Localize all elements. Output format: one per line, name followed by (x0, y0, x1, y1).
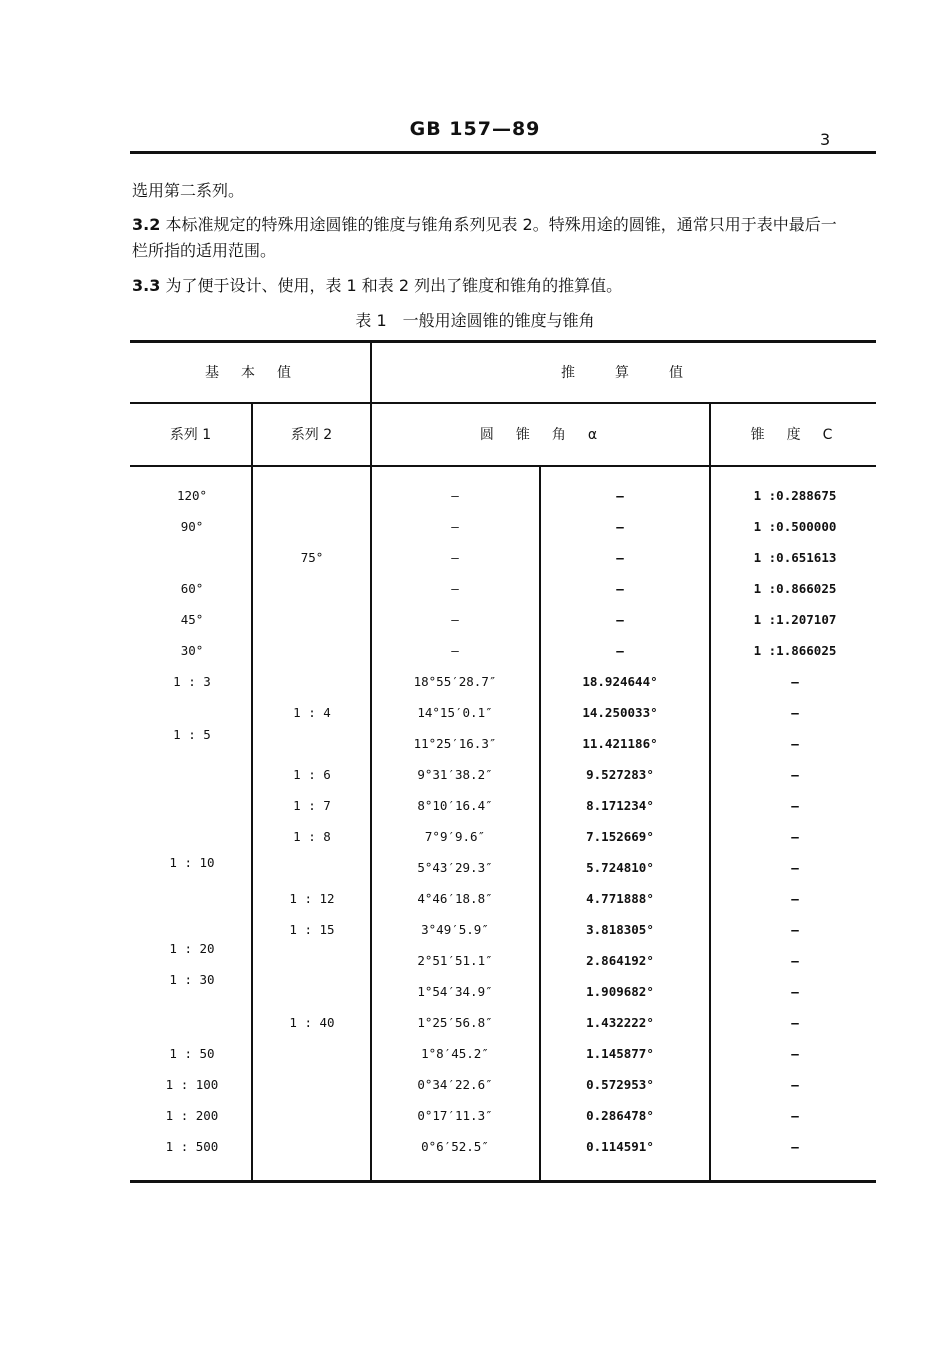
cell-taper: — (791, 736, 799, 751)
cell-series-1: 1 : 10 (169, 855, 215, 870)
cell-angle-dms: 1°54′34.9″ (417, 984, 493, 999)
cell-angle-deg: — (616, 488, 624, 503)
cell-angle-dms: 5°43′29.3″ (417, 860, 493, 875)
cell-angle-deg: 9.527283° (586, 767, 654, 782)
paragraph-intro: 选用第二系列。 (132, 181, 245, 200)
cell-angle-deg: 0.286478° (586, 1108, 654, 1123)
cell-angle-deg: — (616, 519, 624, 534)
cell-angle-dms: 9°31′38.2″ (417, 767, 493, 782)
cell-angle-deg: — (616, 550, 624, 565)
section-number: 3.3 (132, 276, 161, 295)
table-header-rule-1 (130, 402, 876, 404)
cell-taper: — (791, 1046, 799, 1061)
cell-angle-deg: 4.771888° (586, 891, 654, 906)
cell-taper: — (791, 860, 799, 875)
cell-series-1: 1 : 100 (165, 1077, 219, 1092)
cell-angle-dms: 0°6′52.5″ (421, 1139, 489, 1154)
cell-angle-deg: 1.432222° (586, 1015, 654, 1030)
cell-series-2: 1 : 15 (289, 922, 335, 937)
cell-angle-dms: 0°17′11.3″ (417, 1108, 493, 1123)
cell-angle-dms: 4°46′18.8″ (417, 891, 493, 906)
cell-taper: — (791, 891, 799, 906)
page-number: 3 (820, 130, 831, 149)
cell-series-1: 90° (180, 519, 204, 534)
header-taper: 锥 度 C (750, 427, 837, 443)
cell-angle-dms: 14°15′0.1″ (417, 705, 493, 720)
table-divider (539, 465, 541, 1180)
paragraph-text: 本标准规定的特殊用途圆锥的锥度与锥角系列见表 2。特殊用途的圆锥，通常只用于表中最后一 (165, 215, 837, 234)
cell-series-2: 1 : 12 (289, 891, 335, 906)
cell-angle-deg: 18.924644° (582, 674, 658, 689)
cell-series-2: 1 : 7 (293, 798, 331, 813)
cell-angle-dms: — (451, 519, 459, 534)
cell-series-1: 45° (180, 612, 204, 627)
paragraph-text: 为了便于设计、使用，表 1 和表 2 列出了锥度和锥角的推算值。 (165, 276, 623, 295)
cell-angle-dms: — (451, 581, 459, 596)
cell-angle-deg: 8.171234° (586, 798, 654, 813)
header-basic-values: 基 本 值 (205, 365, 295, 381)
cell-angle-dms: — (451, 643, 459, 658)
cell-series-1: 1 : 5 (173, 727, 211, 742)
cell-angle-dms: 11°25′16.3″ (413, 736, 497, 751)
header-cone-angle: 圆 锥 角 α (479, 427, 602, 443)
cell-series-1: 120° (176, 488, 208, 503)
cell-series-1: 1 : 30 (169, 972, 215, 987)
cell-taper: 1 :0.866025 (753, 581, 837, 596)
cell-taper: 1 :0.500000 (753, 519, 837, 534)
cell-angle-dms: 2°51′51.1″ (417, 953, 493, 968)
cell-taper: — (791, 674, 799, 689)
cell-angle-deg: 1.909682° (586, 984, 654, 999)
cell-taper: 1 :0.288675 (753, 488, 837, 503)
table-top-rule (130, 340, 876, 343)
cell-angle-dms: 8°10′16.4″ (417, 798, 493, 813)
cell-angle-deg: — (616, 612, 624, 627)
cell-taper: — (791, 922, 799, 937)
cell-taper: — (791, 1139, 799, 1154)
cell-taper: 1 :1.207107 (753, 612, 837, 627)
cell-taper: 1 :0.651613 (753, 550, 837, 565)
cell-angle-deg: 7.152669° (586, 829, 654, 844)
cell-angle-deg: 0.114591° (586, 1139, 654, 1154)
cell-series-2: 1 : 6 (293, 767, 331, 782)
cell-angle-dms: 7°9′9.6″ (424, 829, 486, 844)
cell-angle-deg: 0.572953° (586, 1077, 654, 1092)
cell-series-2: 1 : 40 (289, 1015, 335, 1030)
cell-series-1: 1 : 50 (169, 1046, 215, 1061)
cell-angle-dms: 18°55′28.7″ (413, 674, 497, 689)
table-caption: 表 1 一般用途圆锥的锥度与锥角 (355, 311, 595, 330)
cell-taper: — (791, 767, 799, 782)
paragraph-3-2 (132, 214, 882, 236)
cell-series-2: 1 : 8 (293, 829, 331, 844)
cell-angle-dms: 1°8′45.2″ (421, 1046, 489, 1061)
cell-series-1: 1 : 3 (173, 674, 211, 689)
section-number: 3.2 (132, 215, 161, 234)
cell-series-2: 75° (300, 550, 324, 565)
cell-series-1: 1 : 200 (165, 1108, 219, 1123)
header-rule (130, 151, 876, 154)
cell-series-1: 1 : 500 (165, 1139, 219, 1154)
cell-angle-dms: — (451, 488, 459, 503)
cell-taper: 1 :1.866025 (753, 643, 837, 658)
cell-series-1: 30° (180, 643, 204, 658)
cell-angle-deg: 5.724810° (586, 860, 654, 875)
header-derived-values: 推 算 值 (561, 365, 687, 381)
cell-taper: — (791, 829, 799, 844)
cell-angle-deg: — (616, 581, 624, 596)
cell-taper: — (791, 984, 799, 999)
table-bottom-rule (130, 1180, 876, 1183)
cell-angle-dms: 1°25′56.8″ (417, 1015, 493, 1030)
cell-series-1: 1 : 20 (169, 941, 215, 956)
cell-taper: — (791, 798, 799, 813)
cell-angle-deg: 2.864192° (586, 953, 654, 968)
cell-angle-deg: 3.818305° (586, 922, 654, 937)
cell-series-1: 60° (180, 581, 204, 596)
paragraph-3-2-cont: 栏所指的适用范围。 (132, 241, 277, 260)
cell-taper: — (791, 1077, 799, 1092)
cell-angle-deg: — (616, 643, 624, 658)
cell-angle-deg: 14.250033° (582, 705, 658, 720)
table-divider (370, 342, 372, 1180)
cell-series-2: 1 : 4 (293, 705, 331, 720)
header-series-1: 系列 1 (169, 427, 212, 443)
table-header-rule-2 (130, 465, 876, 467)
table-divider (251, 402, 253, 1180)
header-series-2: 系列 2 (290, 427, 333, 443)
cell-angle-dms: 3°49′5.9″ (421, 922, 489, 937)
cell-taper: — (791, 705, 799, 720)
cell-angle-dms: 0°34′22.6″ (417, 1077, 493, 1092)
cell-taper: — (791, 953, 799, 968)
cell-angle-deg: 11.421186° (582, 736, 658, 751)
paragraph-3-3 (132, 275, 622, 297)
table-divider (709, 402, 711, 1180)
cell-angle-dms: — (451, 612, 459, 627)
standard-number: GB 157—89 (409, 118, 541, 140)
cell-taper: — (791, 1015, 799, 1030)
cell-angle-deg: 1.145877° (586, 1046, 654, 1061)
cell-angle-dms: — (451, 550, 459, 565)
cell-taper: — (791, 1108, 799, 1123)
